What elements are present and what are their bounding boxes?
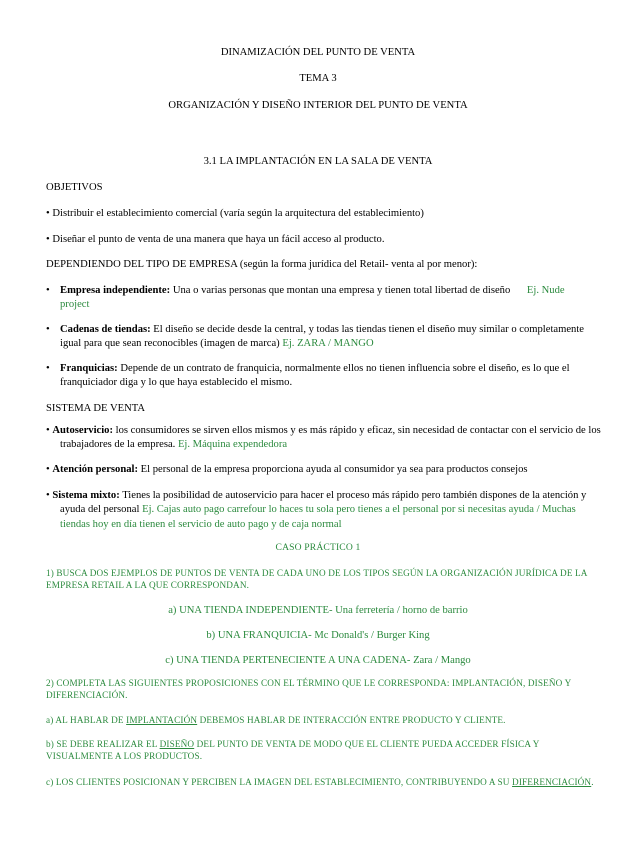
- sistema-example: Ej. Cajas auto pago carrefour lo haces tu sola pero tienes a el personal por si necesitas ayuda / Muchas tiendas hoy en día tienen el servicio de auto pago y de caja normal: [60, 504, 576, 530]
- sistema-item-mixto: [46, 489, 608, 532]
- bullet: •: [46, 285, 50, 296]
- objective-item-1: [46, 207, 594, 221]
- sistema-item-autoservicio: [46, 424, 608, 453]
- prop-answer-word: IMPLANTACIÓN: [126, 715, 198, 725]
- bullet: •: [46, 208, 50, 219]
- tipo-item-cadenas: [60, 323, 594, 352]
- bullet: •: [46, 324, 50, 335]
- tipo-item-independiente: [60, 284, 594, 313]
- case-answer-2c: [46, 776, 594, 788]
- case-question-1: 1) BUSCA DOS EJEMPLOS DE PUNTOS DE VENTA DE CADA UNO DE LOS TIPOS SEGÚN LA ORGANIZACIÓN JURÍDICA DE LA EMPRESA RETAIL A LA QUE CORRESPONDAN.: [46, 568, 588, 591]
- prop-suffix: DEL PUNTO DE VENTA DE MODO QUE EL CLIENTE PUEDA ACCEDER FÍSICA Y VISUALMENTE A LOS PRODUCTOS.: [46, 739, 540, 762]
- prop-answer-word: DISEÑO: [159, 739, 195, 749]
- sistema-label: Sistema mixto:: [52, 490, 120, 501]
- sistema-heading: SISTEMA DE VENTA: [46, 403, 146, 414]
- tipo-label: Empresa independiente:: [60, 285, 171, 296]
- doc-header-line1: DINAMIZACIÓN DEL PUNTO DE VENTA: [220, 47, 416, 58]
- tipo-text: Una o varias personas que montan una empresa y tienen total libertad de diseño: [170, 285, 511, 296]
- case-answer-2a: [46, 714, 594, 726]
- tipo-item-franquicias: [60, 362, 594, 391]
- tipo-label: Cadenas de tiendas:: [60, 324, 151, 335]
- bullet: •: [46, 234, 50, 245]
- doc-header-line3: ORGANIZACIÓN Y DISEÑO INTERIOR DEL PUNTO DE VENTA: [168, 100, 468, 111]
- sistema-label: Autoservicio:: [52, 425, 113, 436]
- case-answer-1c: c) UNA TIENDA PERTENECIENTE A UNA CADENA- Zara / Mango: [165, 655, 471, 666]
- doc-header-line2: TEMA 3: [299, 73, 337, 84]
- sistema-item-atencion: [46, 463, 608, 477]
- objective-item-2: [46, 233, 594, 247]
- prop-prefix: b) SE DEBE REALIZAR EL: [46, 739, 160, 749]
- case-answer-1b: b) UNA FRANQUICIA- Mc Donald's / Burger King: [206, 630, 430, 641]
- prop-answer-word: DIFERENCIACIÓN: [512, 777, 592, 787]
- prop-suffix: .: [591, 777, 594, 787]
- sistema-text: El personal de la empresa proporciona ayuda al consumidor ya sea para productos consejos: [138, 464, 528, 475]
- sistema-label: Atención personal:: [52, 464, 139, 475]
- objetivos-heading: OBJETIVOS: [46, 182, 103, 193]
- sistema-example: Ej. Máquina expendedora: [177, 439, 288, 451]
- section-title: 3.1 LA IMPLANTACIÓN EN LA SALA DE VENTA: [203, 156, 433, 167]
- case-question-2: 2) COMPLETA LAS SIGUIENTES PROPOSICIONES CON EL TÉRMINO QUE LE CORRESPONDA: IMPLANTACIÓN, DISEÑO Y DIFERENCIACIÓN.: [46, 678, 572, 701]
- prop-prefix: a) AL HABLAR DE: [46, 715, 127, 725]
- bullet: •: [46, 363, 50, 374]
- tipo-example: Ej. Nude project: [60, 285, 565, 311]
- tipo-empresa-heading: DEPENDIENDO DEL TIPO DE EMPRESA (según la forma jurídica del Retail- venta al por menor):: [46, 259, 478, 270]
- case-answer-2b: [46, 738, 594, 763]
- objective-text-1: Distribuir el establecimiento comercial (varía según la arquitectura del establecimiento): [52, 208, 424, 219]
- prop-prefix: c) LOS CLIENTES POSICIONAN Y PERCIBEN LA IMAGEN DEL ESTABLECIMIENTO, CONTRIBUYENDO A SU: [46, 777, 513, 787]
- bullet: •: [46, 425, 50, 436]
- objective-text-2: Diseñar el punto de venta de una manera que haya un fácil acceso al producto.: [52, 234, 385, 245]
- tipo-text: Depende de un contrato de franquicia, normalmente ellos no tienen influencia sobre el diseño, es lo que el franquiciador diga y lo que haya establecido el mismo.: [60, 363, 570, 389]
- tipo-label: Franquicias:: [60, 363, 118, 374]
- case-answer-1a: a) UNA TIENDA INDEPENDIENTE- Una ferretería / horno de barrio: [168, 605, 468, 616]
- bullet: •: [46, 464, 50, 475]
- prop-suffix: DEBEMOS HABLAR DE INTERACCIÓN ENTRE PRODUCTO Y CLIENTE.: [197, 715, 506, 725]
- sistema-text: los consumidores se sirven ellos mismos y es más rápido y eficaz, sin necesidad de contactar con el servicio de los trabajadores de la empresa.: [60, 425, 601, 451]
- tipo-text: El diseño se decide desde la central, y todas las tiendas tienen el diseño muy similar o completamente igual para que sean reconocibles (imagen de marca): [60, 324, 584, 350]
- case-title: CASO PRÁCTICO 1: [275, 542, 361, 553]
- tipo-example: Ej. ZARA / MANGO: [282, 338, 374, 350]
- sistema-text: Tienes la posibilidad de autoservicio para hacer el proceso más rápido pero también dispones de la atención y ayuda del personal: [60, 490, 587, 516]
- bullet: •: [46, 490, 50, 501]
